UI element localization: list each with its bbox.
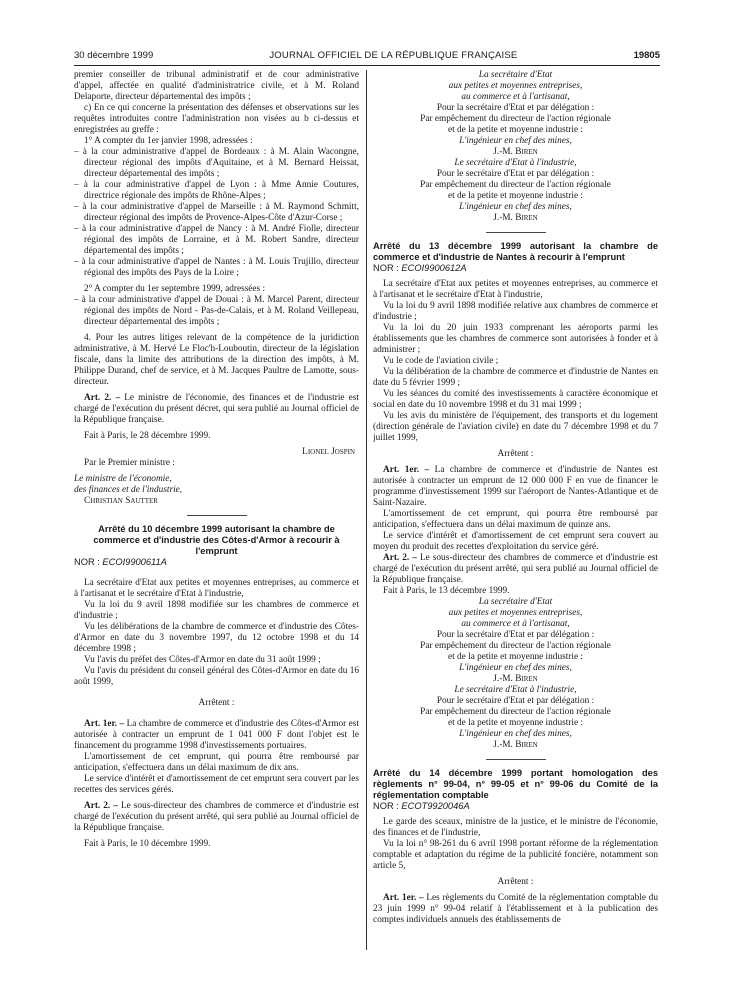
section-separator: [187, 515, 247, 516]
signature-line: aux petites et moyennes entreprises,: [448, 81, 583, 91]
signature-line: La secrétaire d'Etat: [478, 597, 553, 607]
signature-name: J.-M. Biren: [493, 674, 538, 684]
par-line: Par le Premier ministre :: [84, 458, 175, 468]
signature-name: J.-M. Biren: [493, 740, 538, 750]
section-separator: [486, 759, 546, 760]
paragraph: Vu la loi n° 98-261 du 6 avril 1998 portant réforme de la réglementation comptable et adaptation du régime de la publicité foncière, notamment son article 5,: [373, 839, 658, 871]
paragraph: Vu la loi du 9 avril 1898 modifiée relative aux chambres de commerce et d'industrie ;: [373, 301, 658, 322]
minister-signature: Christian Sautter: [84, 496, 158, 506]
signature-line: Pour le secrétaire d'Etat et par délégation :: [436, 169, 595, 179]
fait-line: Fait à Paris, le 13 décembre 1999.: [383, 586, 510, 596]
paragraph: 1° A compter du 1er janvier 1998, adressées :: [84, 136, 253, 146]
paragraph: Vu le code de l'aviation civile ;: [383, 356, 499, 366]
article-label: Art. 1er. –: [383, 465, 430, 475]
paragraph: 4. Pour les autres litiges relevant de la compétence de la juridiction administrative, à M. Hervé Le Floc'h-Louboutin, directeur de la législation fiscale, dans la limite des attributions de la direction des impôts, à M. Philippe Durand, chef de service, et à M. Jacques Paultre de Lamotte, sous-directeur.: [74, 333, 359, 387]
nor-reference: [74, 557, 359, 568]
signature-line: Par empêchement du directeur de l'action régionale: [420, 707, 611, 717]
signature-line: L'ingénieur en chef des mines,: [459, 663, 572, 673]
signature-line: au commerce et à l'artisanat,: [461, 92, 570, 102]
signature-line: Le secrétaire d'Etat à l'industrie,: [454, 158, 577, 168]
column-divider: [366, 70, 367, 950]
signature-name: J.-M. Biren: [493, 213, 538, 223]
signature-line: Par empêchement du directeur de l'action régionale: [420, 180, 611, 190]
article-1: [373, 465, 658, 509]
signature-line: Pour la secrétaire d'Etat et par délégation :: [436, 103, 595, 113]
paragraph: Vu les délibérations de la chambre de commerce et d'industrie des Côtes-d'Armor en date du 3 novembre 1997, du 12 octobre 1998 et du 14 décembre 1998 ;: [74, 622, 359, 654]
paragraph: La secrétaire d'Etat aux petites et moyennes entreprises, au commerce et à l'artisanat et le secrétaire d'Etat à l'industrie,: [373, 279, 658, 300]
paragraph: Le service d'intérêt et d'amortissement de cet emprunt sera couvert au moyen du produit des recettes d'exploitation du service géré.: [373, 531, 658, 552]
paragraph: Vu la loi du 9 avril 1898 modifiée sur les chambres de commerce et d'industrie ;: [74, 600, 359, 621]
article-1: [373, 893, 658, 926]
article-label: Art. 1er. –: [84, 719, 125, 729]
list-item: – à la cour administrative d'appel de Nantes : à M. Louis Trujillo, directeur régional des impôts des Pays de la Loire ;: [74, 257, 359, 278]
fait-line: Fait à Paris, le 10 décembre 1999.: [84, 839, 211, 849]
list-item: – à la cour administrative d'appel de Bordeaux : à M. Alain Wacongne, directeur régional des impôts d'Aquitaine, et à M. Bernard Heissat, directeur départemental des impôts ;: [74, 147, 359, 179]
article-text: La chambre de commerce et d'industrie des Côtes-d'Armor est autorisée à contracter un emprunt de 1 041 000 F dont l'objet est le financement du programme 1998 d'investissements portuaires.: [74, 719, 359, 751]
nor-code: ECOI9900612A: [401, 263, 467, 273]
nor-reference: [373, 801, 658, 812]
article-2: [74, 801, 359, 834]
signature-line: Pour la secrétaire d'Etat et par délégation :: [436, 630, 595, 640]
paragraph: La secrétaire d'Etat aux petites et moyennes entreprises, au commerce et à l'artisanat et le secrétaire d'Etat à l'industrie,: [74, 578, 359, 599]
right-column: [373, 70, 658, 980]
article-text: Les règlements du Comité de la réglementation comptable du 23 juin 1999 n° 99-04 relatif à l'établissement et à la publication des comptes individuels annuels des établissements de: [373, 893, 658, 925]
paragraph: L'amortissement de cet emprunt, qui pourra être remboursé par anticipation, s'effectuera dans un délai maximum de quinze ans.: [373, 509, 658, 530]
page-header: [74, 50, 660, 61]
article-2: [373, 553, 658, 586]
article-2: [74, 393, 359, 426]
decree-title: Arrêté du 10 décembre 1999 autorisant la chambre de commerce et d'industrie des Côtes-d'Armor à recourir à l'emprunt: [93, 524, 340, 556]
nor-label: NOR :: [74, 557, 100, 567]
nor-reference: [373, 263, 658, 274]
left-column: [74, 70, 359, 980]
paragraph: Vu l'avis du président du conseil général des Côtes-d'Armor en date du 16 août 1999,: [74, 666, 359, 687]
signature-line: Par empêchement du directeur de l'action régionale: [420, 641, 611, 651]
article-text: Le sous-directeur des chambres de commerce et d'industrie est chargé de l'exécution du présent arrêté, qui sera publié au Journal officiel de la République française.: [74, 801, 359, 833]
article-label: Art. 2. –: [84, 801, 118, 811]
nor-code: ECOI9900611A: [102, 557, 167, 567]
article-text: Le sous-directeur des chambres de commerce et d'industrie est chargé de l'exécution du présent arrêté, qui sera publié au Journal officiel de la République française.: [373, 553, 658, 585]
signature-line: L'ingénieur en chef des mines,: [459, 729, 572, 739]
signature-line: et de la petite et moyenne industrie :: [447, 125, 584, 135]
article-label: Art. 2. –: [84, 393, 121, 403]
signature-line: au commerce et à l'artisanat,: [461, 619, 570, 629]
list-item: – à la cour administrative d'appel de Marseille : à M. Raymond Schmitt, directeur régional des impôts de Provence-Alpes-Côte d'Azur-Corse ;: [74, 202, 359, 223]
paragraph: Vu la délibération de la chambre de commerce et d'industrie de Nantes en date du 5 février 1999 ;: [373, 367, 658, 388]
paragraph: Vu les séances du comité des investissements à caractère économique et social en date du 10 novembre 1998 et du 31 mai 1999 ;: [373, 389, 658, 410]
paragraph: Vu l'avis du préfet des Côtes-d'Armor en date du 31 août 1999 ;: [84, 655, 321, 665]
arretent-line: Arrêtent :: [497, 877, 534, 887]
header-rule: [74, 65, 660, 66]
minister-line: Le ministre de l'économie,: [74, 474, 172, 484]
list-item: – à la cour administrative d'appel de Douai : à M. Marcel Parent, directeur régional des impôts de Nord - Pas-de-Calais, et à M. Roland Veillepeau, directeur départemental des impôts ;: [74, 295, 359, 327]
signature-line: et de la petite et moyenne industrie :: [447, 652, 584, 662]
paragraph: 2° A compter du 1er septembre 1999, adressées :: [84, 284, 266, 294]
article-1: [74, 719, 359, 752]
arretent-line: Arrêtent :: [198, 698, 235, 708]
paragraph: Le garde des sceaux, ministre de la justice, et le ministre de l'économie, des finances et de l'industrie,: [373, 817, 658, 838]
paragraph: L'amortissement de cet emprunt, qui pourra être remboursé par anticipation, s'effectuera dans un délai maximum de dix ans.: [74, 752, 359, 773]
signature-pm: Lionel Jospin: [302, 447, 355, 457]
header-journal-title: JOURNAL OFFICIEL DE LA RÉPUBLIQUE FRANÇAISE: [269, 50, 518, 61]
decree-title: Arrêté du 13 décembre 1999 autorisant la chambre de commerce et d'industrie de Nantes à recourir à l'emprunt: [373, 241, 658, 262]
signature-line: Par empêchement du directeur de l'action régionale: [420, 114, 611, 124]
signature-line: L'ingénieur en chef des mines,: [459, 136, 572, 146]
header-date: 30 décembre 1999: [74, 50, 154, 61]
signature-line: La secrétaire d'Etat: [478, 70, 553, 80]
nor-label: NOR :: [373, 263, 399, 273]
article-text: Le ministre de l'économie, des finances et de l'industrie est chargé de l'exécution du présent décret, qui sera publié au Journal officiel de la République française.: [74, 393, 359, 425]
signature-line: L'ingénieur en chef des mines,: [459, 202, 572, 212]
minister-line: des finances et de l'industrie,: [74, 485, 183, 495]
paragraph: Vu la loi du 20 juin 1933 comprenant les aéroports parmi les établissements que les chambres de commerce sont autorisées à fonder et à administrer ;: [373, 323, 658, 355]
decree-title: Arrêté du 14 décembre 1999 portant homologation des règlements n° 99-04, n° 99-05 et n° 99-06 du Comité de la réglementation comptable: [373, 768, 658, 800]
signature-name: J.-M. Biren: [493, 147, 538, 157]
nor-code: ECOT9920046A: [401, 801, 470, 811]
signature-line: et de la petite et moyenne industrie :: [447, 718, 584, 728]
fait-line: Fait à Paris, le 28 décembre 1999.: [84, 431, 211, 441]
paragraph: Le service d'intérêt et d'amortissement de cet emprunt sera couvert par les recettes des services gérés.: [74, 774, 359, 795]
article-label: Art. 1er. –: [383, 893, 424, 903]
article-text: La chambre de commerce et d'industrie de Nantes est autorisée à contracter un emprunt de 12 000 000 F en vue de financer le programme d'investissement 1999 sur l'aéroport de Nantes-Atlantique et de Saint-Nazaire.: [373, 465, 658, 508]
signature-line: Pour le secrétaire d'Etat et par délégation :: [436, 696, 595, 706]
paragraph: premier conseiller de tribunal administratif et de cour administrative d'appel, affectée en qualité d'administratrice civile, et à M. Roland Delaporte, directeur départemental des impôts ;: [74, 70, 359, 102]
paragraph: c) En ce qui concerne la présentation des défenses et observations sur les requêtes introduites contre l'administration non visées au b ci-dessus et enregistrées au greffe :: [74, 103, 359, 135]
list-item: – à la cour administrative d'appel de Lyon : à Mme Annie Coutures, directrice régionale des impôts de Rhône-Alpes ;: [74, 180, 359, 201]
nor-label: NOR :: [373, 801, 399, 811]
header-page-number: 19805: [633, 50, 660, 61]
arretent-line: Arrêtent :: [497, 449, 534, 459]
signature-line: aux petites et moyennes entreprises,: [448, 608, 583, 618]
signature-line: et de la petite et moyenne industrie :: [447, 191, 584, 201]
section-separator: [486, 232, 546, 233]
signature-line: Le secrétaire d'Etat à l'industrie,: [454, 685, 577, 695]
list-item: – à la cour administrative d'appel de Nancy : à M. André Fiolle, directeur régional des impôts de Lorraine, et à M. Robert Sandre, directeur départemental des impôts ;: [74, 224, 359, 256]
paragraph: Vu les avis du ministère de l'équipement, des transports et du logement (direction générale de l'aviation civile) en date du 7 décembre 1998 et du 7 juillet 1999,: [373, 411, 658, 443]
article-label: Art. 2. –: [383, 553, 417, 563]
